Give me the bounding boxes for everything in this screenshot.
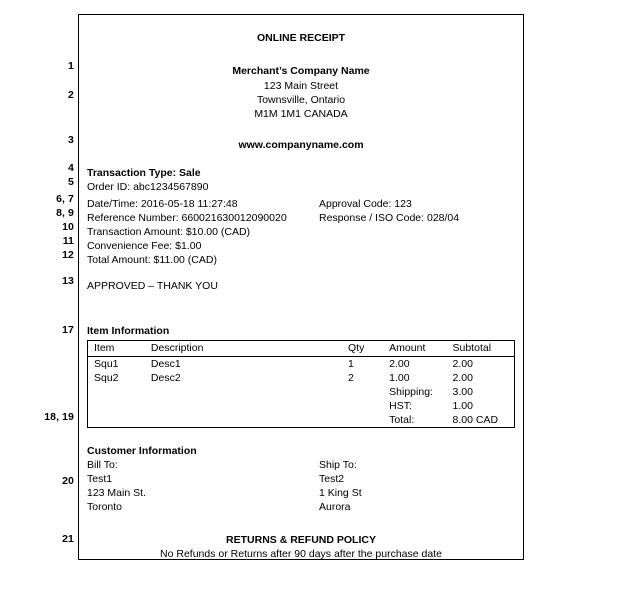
cell-empty <box>151 385 348 399</box>
annotation-label: 21 <box>62 533 74 545</box>
summary-row <box>88 399 515 413</box>
bill-to-label: Bill To: <box>87 459 118 471</box>
annotation-label: 4 <box>68 162 74 174</box>
summary-label-hst: HST: <box>389 400 412 412</box>
annotation-label: 12 <box>62 249 74 261</box>
summary-row <box>88 413 515 428</box>
summary-label-shipping: Shipping: <box>389 386 433 398</box>
column-header-subtotal: Subtotal <box>452 342 492 354</box>
annotation-label: 18, 19 <box>44 411 74 423</box>
annotation-label: 11 <box>62 235 74 247</box>
annotation-label: 13 <box>62 275 74 287</box>
annotation-label: 1 <box>68 60 74 72</box>
summary-value-shipping: 3.00 <box>452 386 473 398</box>
merchant-website[interactable]: www.companyname.com <box>238 139 364 151</box>
item-information-heading: Item Information <box>87 325 170 337</box>
merchant-city: Townsville, Ontario <box>256 94 346 106</box>
receipt-frame <box>78 14 524 560</box>
table-row <box>88 357 515 372</box>
column-header-description: Description <box>150 342 204 354</box>
merchant-name: Merchant’s Company Name <box>232 65 370 77</box>
summary-value-hst: 1.00 <box>452 400 473 412</box>
items-table <box>87 340 515 428</box>
cell-empty <box>151 399 348 413</box>
total-amount: Total Amount: $11.00 (CAD) <box>87 254 217 266</box>
bill-to-city: Toronto <box>87 501 123 513</box>
annotation-label: 5 <box>68 176 74 188</box>
summary-label-total: Total: <box>389 414 415 426</box>
convenience-fee: Convenience Fee: $1.00 <box>87 240 202 252</box>
annotation-label: 17 <box>62 324 74 336</box>
customer-information-heading: Customer Information <box>87 445 197 457</box>
cell-empty <box>348 385 389 399</box>
annotation-label: 8, 9 <box>56 207 74 219</box>
ship-to-name: Test2 <box>319 473 345 485</box>
cell-description: Desc1 <box>150 358 181 370</box>
column-header-item: Item <box>94 342 115 354</box>
page-title: ONLINE RECEIPT <box>256 32 346 44</box>
approval-status: APPROVED – THANK YOU <box>87 280 218 292</box>
order-id: Order ID: abc1234567890 <box>87 181 209 193</box>
cell-empty <box>88 413 151 428</box>
cell-empty <box>348 413 389 428</box>
ship-to-street: 1 King St <box>319 487 362 499</box>
cell-empty <box>151 413 348 428</box>
cell-amount: 1.00 <box>389 372 410 384</box>
ship-to-city: Aurora <box>319 501 351 513</box>
cell-item: Squ1 <box>94 358 119 370</box>
ship-to-label: Ship To: <box>319 459 357 471</box>
cell-empty <box>88 399 151 413</box>
reference-number: Reference Number: 660021630012090020 <box>87 212 287 224</box>
date-time: Date/Time: 2016-05-18 11:27:48 <box>87 198 238 210</box>
table-header-row <box>88 341 515 357</box>
transaction-amount: Transaction Amount: $10.00 (CAD) <box>87 226 251 238</box>
cell-amount: 2.00 <box>389 358 410 370</box>
transaction-type: Transaction Type: Sale <box>87 167 201 179</box>
annotation-label: 20 <box>62 475 74 487</box>
summary-value-total: 8.00 CAD <box>452 414 499 426</box>
annotation-label: 2 <box>68 89 74 101</box>
refund-policy-text: No Refunds or Returns after 90 days after the purchase date <box>160 548 442 560</box>
cell-empty <box>88 385 151 399</box>
response-iso-code: Response / ISO Code: 028/04 <box>319 212 460 224</box>
bill-to-street: 123 Main St. <box>87 487 146 499</box>
cell-qty: 2 <box>348 372 354 384</box>
annotation-label: 3 <box>68 134 74 146</box>
column-header-qty: Qty <box>348 342 365 354</box>
bill-to-name: Test1 <box>87 473 113 485</box>
table-row <box>88 371 515 385</box>
cell-item: Squ2 <box>94 372 119 384</box>
column-header-amount: Amount <box>389 342 426 354</box>
annotation-label: 10 <box>62 221 74 233</box>
cell-subtotal: 2.00 <box>452 372 473 384</box>
merchant-street: 123 Main Street <box>263 80 339 92</box>
approval-code: Approval Code: 123 <box>319 198 412 210</box>
cell-empty <box>348 399 389 413</box>
merchant-postal: M1M 1M1 CANADA <box>254 108 348 120</box>
summary-row <box>88 385 515 399</box>
cell-qty: 1 <box>348 358 354 370</box>
annotation-label: 6, 7 <box>56 193 74 205</box>
cell-subtotal: 2.00 <box>452 358 473 370</box>
refund-policy-title: RETURNS & REFUND POLICY <box>226 534 376 546</box>
cell-description: Desc2 <box>150 372 181 384</box>
